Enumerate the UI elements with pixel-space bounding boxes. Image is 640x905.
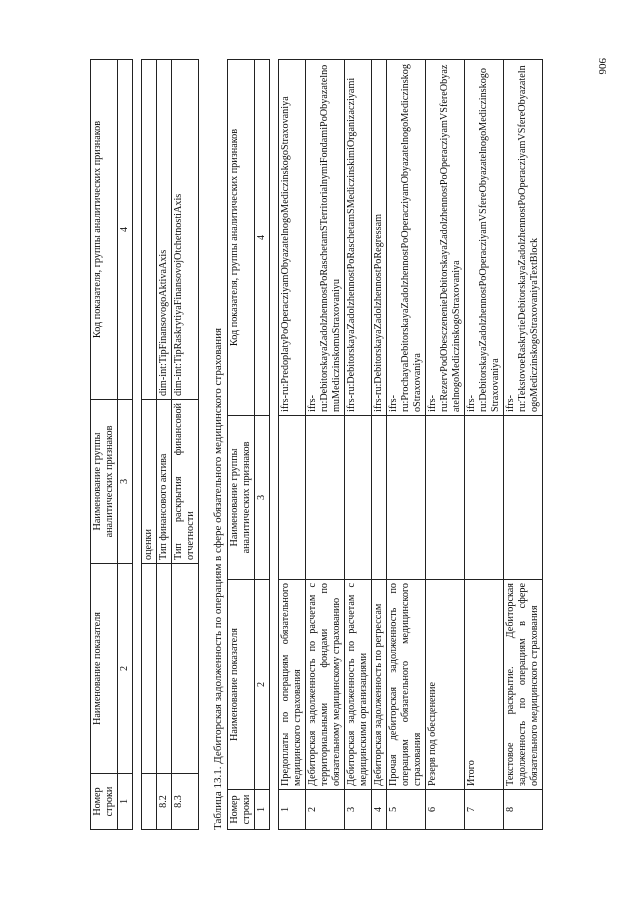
row-number — [142, 774, 157, 830]
header-group-name: Наименование группы аналитических признаков — [228, 416, 255, 580]
table-row — [306, 60, 345, 830]
indicator-code: ifrs-ru:DebitorskayaZadolzhennostPoOperacziyamVSfereObyazatelnogoMediczinskogoStraxovaniya — [465, 60, 504, 416]
table-header-row — [228, 60, 255, 830]
indicator-name: Итого — [465, 580, 504, 790]
indicator-code: ifrs-ru:PredoplatyPoOperacziyamObyazatelnogoMediczinskogoStraxovaniya — [279, 60, 306, 416]
col-number: 3 — [118, 400, 133, 564]
col-number: 2 — [118, 564, 133, 774]
row-number: 7 — [465, 790, 504, 830]
indicator-code — [142, 60, 157, 400]
indicator-name — [172, 564, 199, 774]
col-number: 4 — [255, 60, 270, 416]
table-row — [142, 60, 157, 830]
indicator-code: ifrs-ru:DebitorskayaZadolzhennostPoRaschetamSTerritorialnymiFondamiPoObyazatelnomuMediczinskomuStraxovaniyu — [306, 60, 345, 416]
header-code: Код показателя, группы аналитических признаков — [91, 60, 118, 400]
indicator-name: Дебиторская задолженность по расчетам с территориальными фондами по обязательному медицинскому страхованию — [306, 580, 345, 790]
header-indicator-name: Наименование показателя — [228, 580, 255, 790]
col-number: 1 — [118, 774, 133, 830]
indicator-code: dim-int:TipRaskrytiyaFinansovojOtchetnostiAxis — [172, 60, 199, 400]
indicator-code: ifrs-ru:ProchayaDebitorskayaZadolzhennostPoOperacziyamObyazatelnogoMediczinskogoStraxovaniya — [387, 60, 426, 416]
table-row — [372, 60, 387, 830]
col-number: 1 — [255, 790, 270, 830]
table-top — [90, 59, 199, 830]
table-row — [172, 60, 199, 830]
table-row — [387, 60, 426, 830]
group-name — [372, 416, 387, 580]
indicator-name: Текстовое раскрытие. Дебиторская задолженность по операциям в сфере обязательного медицинского страхования — [504, 580, 543, 790]
group-name: Тип финансового актива — [157, 400, 172, 564]
row-number: 1 — [279, 790, 306, 830]
indicator-code: ifrs-ru:DebitorskayaZadolzhennostPoRaschetamSMediczinskimiOrganizacziyami — [345, 60, 372, 416]
row-number: 3 — [345, 790, 372, 830]
indicator-code: ifrs-ru:DebitorskayaZadolzhennostPoRegressam — [372, 60, 387, 416]
spacer-row — [270, 60, 279, 830]
header-row-number: Номер строки — [91, 774, 118, 830]
table-row — [504, 60, 543, 830]
group-name — [279, 416, 306, 580]
group-name — [465, 416, 504, 580]
indicator-name: Предоплаты по операциям обязательного медицинского страхования — [279, 580, 306, 790]
group-name: Тип раскрытия финансовой отчетности — [172, 400, 199, 564]
row-number: 8 — [504, 790, 543, 830]
indicator-name: Дебиторская задолженность по расчетам с медицинскими организациями — [345, 580, 372, 790]
header-row-number: Номер строки — [228, 790, 255, 830]
indicator-code: dim-int:TipFinansovogoAktivaAxis — [157, 60, 172, 400]
group-name — [387, 416, 426, 580]
column-number-row — [255, 60, 270, 830]
table-row — [426, 60, 465, 830]
col-number: 4 — [118, 60, 133, 400]
group-name — [345, 416, 372, 580]
indicator-name — [142, 564, 157, 774]
row-number: 5 — [387, 790, 426, 830]
table-main — [227, 59, 543, 830]
spacer-row — [133, 60, 142, 830]
row-number: 2 — [306, 790, 345, 830]
indicator-name — [157, 564, 172, 774]
indicator-name: Резерв под обесценение — [426, 580, 465, 790]
indicator-code: ifrs-ru:RezervPodObesczenenieDebitorskayaZadolzhennostPoOperacziyamVSfereObyazatelnogoMediczinskogoStraxovaniya — [426, 60, 465, 416]
table-row — [279, 60, 306, 830]
row-number: 4 — [372, 790, 387, 830]
group-name: оценки — [142, 400, 157, 564]
table-row — [157, 60, 172, 830]
row-number: 8.3 — [172, 774, 199, 830]
col-number: 3 — [255, 416, 270, 580]
row-number: 6 — [426, 790, 465, 830]
column-number-row — [118, 60, 133, 830]
group-name — [306, 416, 345, 580]
page-number: 906 — [596, 58, 608, 75]
group-name — [504, 416, 543, 580]
group-name — [426, 416, 465, 580]
indicator-name: Прочая дебиторская задолженность по операциям обязательного медицинского страхования — [387, 580, 426, 790]
table-caption: Таблица 13.1. Дебиторская задолженность по операциям в сфере обязательного медицинского страхования — [212, 327, 224, 830]
row-number: 8.2 — [157, 774, 172, 830]
table-header-row — [91, 60, 118, 830]
header-group-name: Наименование группы аналитических признаков — [91, 400, 118, 564]
table-row — [465, 60, 504, 830]
header-indicator-name: Наименование показателя — [91, 564, 118, 774]
rotated-content — [90, 60, 543, 830]
indicator-name: Дебиторская задолженность по регрессам — [372, 580, 387, 790]
header-code: Код показателя, группы аналитических признаков — [228, 60, 255, 416]
col-number: 2 — [255, 580, 270, 790]
table-row — [345, 60, 372, 830]
indicator-code: ifrs-ru:TekstovoeRaskrytieDebitorskayaZadolzhennostPoOperacziyamVSfereObyazatelnogoMediczinskogoStraxovaniyaTextBlock — [504, 60, 543, 416]
